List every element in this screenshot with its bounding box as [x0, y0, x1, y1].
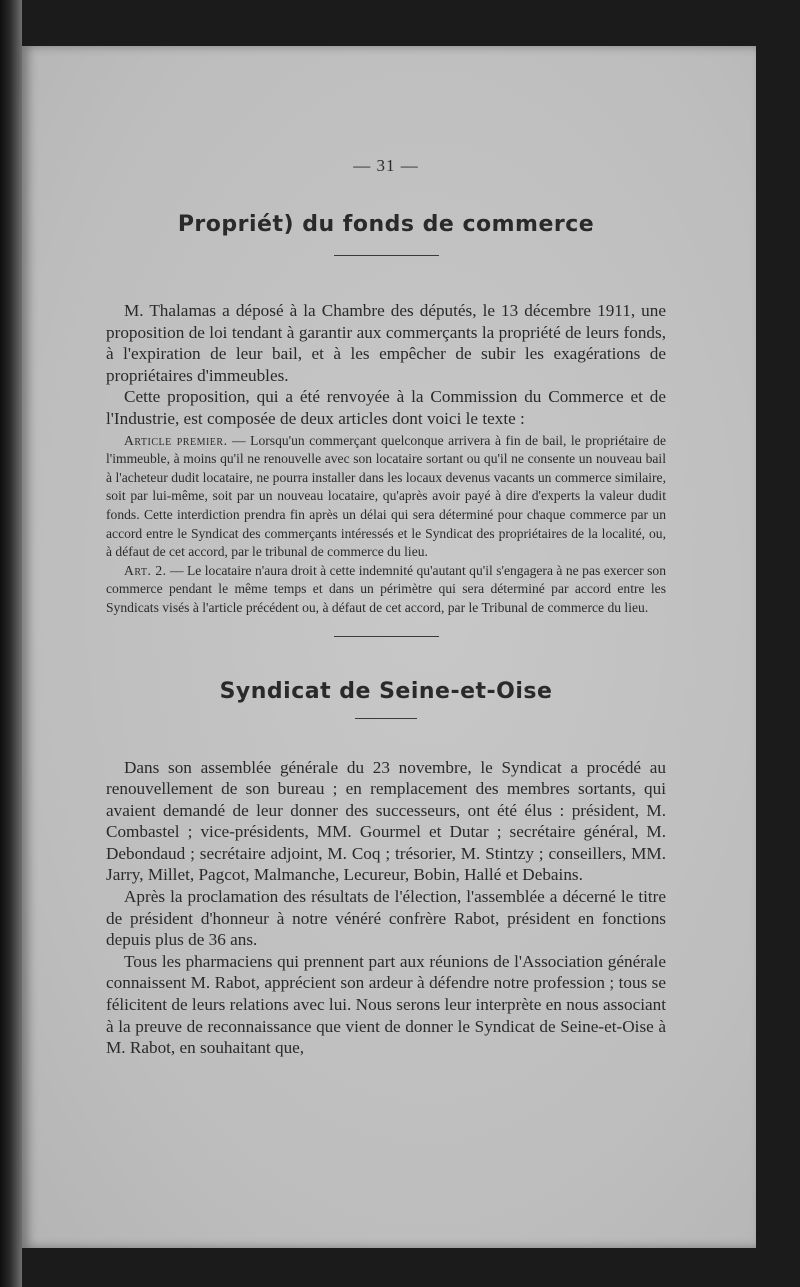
body-paragraph: Dans son assemblée générale du 23 novembre, le Syndicat a procédé au renouvellement de son bureau ; en remplacement des membres sortants, qui avaient demandé de leur donner des successeurs, ont été élus : président, M. Combastel ; vice-présidents, MM. Gourmel et Dutar ; secrétaire général, M. Debondaud ; secrétaire adjoint, M. Coq ; trésorier, M. Stintzy ; conseillers, MM. Jarry, Millet, Pagcot, Malmanche, Lecureur, Bobin, Hallé et Debains. — [106, 757, 666, 885]
page-content — [106, 156, 666, 1059]
title-underline — [355, 718, 417, 719]
intro-paragraph: M. Thalamas a déposé à la Chambre des députés, le 13 décembre 1911, une proposition de loi tendant à garantir aux commerçants la propriété de leurs fonds, à l'expiration de leur bail, et à les empêcher de subir les exagérations de propriétaires d'immeubles. — [106, 301, 666, 385]
book-page — [22, 46, 756, 1248]
section-title-syndicat: Syndicat de Seine-et-Oise — [219, 678, 553, 704]
page-number: — 31 — — [353, 156, 419, 175]
body-paragraph: Après la proclamation des résultats de l'élection, l'assemblée a décerné le titre de président d'honneur à notre vénéré confrère Rabot, président en fonctions depuis plus de 36 ans. — [106, 887, 666, 950]
book-binding-shadow — [0, 0, 22, 1287]
article-2 — [106, 562, 666, 618]
section-title-fonds-de-commerce: Propriét) du fonds de commerce — [177, 212, 595, 237]
intro-paragraph: Cette proposition, qui a été renvoyée à la Commission du Commerce et de l'Industrie, est composée de deux articles dont voici le texte : — [106, 387, 666, 428]
title-underline — [334, 255, 439, 256]
body-paragraph: Tous les pharmaciens qui prennent part aux réunions de l'Association générale connaissent M. Rabot, apprécient son ardeur à défendre notre profession ; tous se félicitent de leurs relations avec lui. Nous serons leur interprète en nous associant à la preuve de reconnaissance que vient de donner le Syndicat de Seine-et-Oise à M. Rabot, en souhaitant que, — [106, 951, 666, 1058]
article-label: Art. 2. — [124, 562, 167, 578]
article-text: — Le locataire n'aura droit à cette indemnité qu'autant qu'il s'engagera à ne pas exercer son commerce pendant le même temps et dans un périmètre qui sera déterminé par accord entre les Syndicats visés à l'article précédent ou, à défaut de cet accord, par le Tribunal de commerce du lieu. — [106, 562, 666, 615]
article-text: — Lorsqu'un commerçant quelconque arrivera à fin de bail, le propriétaire de l'immeuble, à moins qu'il ne renouvelle avec son locataire sortant ou qu'il ne consente un nouveau bail à l'acheteur dudit locataire, ne pourra installer dans les locaux devenus vacants un commerce similaire, soit par lui-même, soit par un nouveau locataire, qu'après avoir payé à dire d'experts la valeur dudit fonds. Cette interdiction prendra fin après un délai qui sera déterminé pour chaque commerce par un accord entre le Syndicat des commerçants intéressés et le Syndicat des propriétaires de la localité, ou, à défaut de cet accord, par le tribunal de commerce du lieu. — [106, 432, 666, 560]
article-label: Article premier. — [124, 432, 228, 448]
section-divider — [334, 636, 439, 637]
article-premier — [106, 432, 666, 562]
